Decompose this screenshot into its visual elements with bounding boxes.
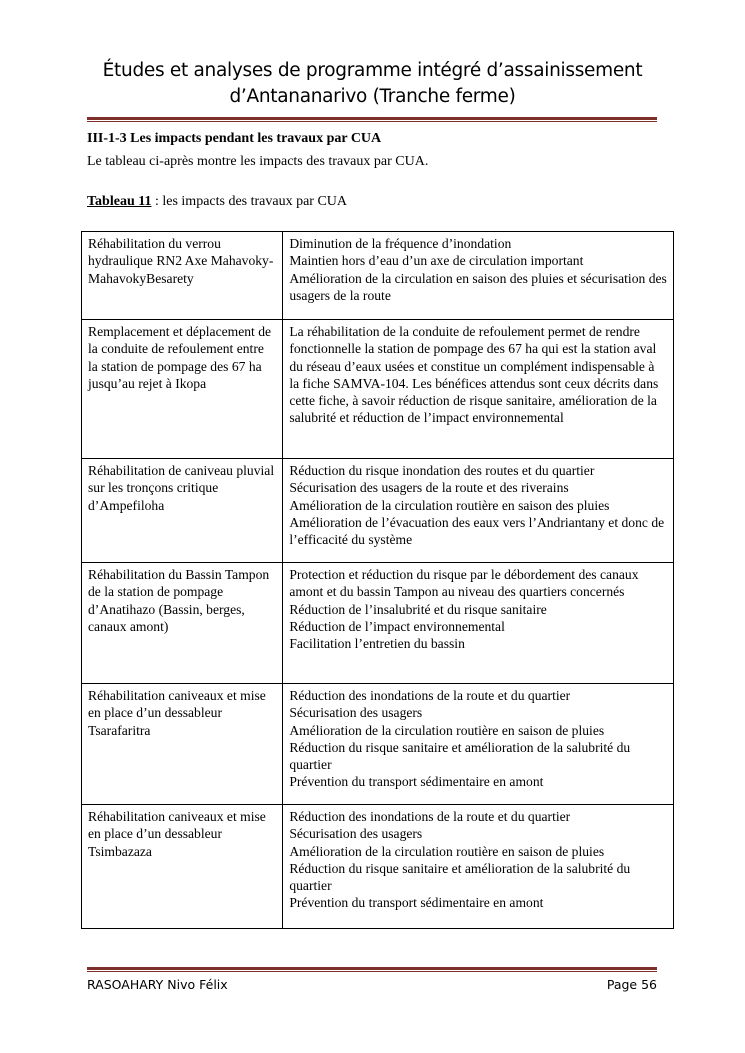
table-caption: [87, 194, 347, 210]
table-row: [82, 232, 674, 320]
impact-line: Réduction de l’impact environnemental: [289, 618, 505, 634]
impact-line: Réduction de l’insalubrité et du risque sanitaire: [289, 601, 547, 617]
impacts-cell: [283, 459, 674, 563]
header-rule: [87, 117, 657, 122]
impact-line: Sécurisation des usagers: [289, 705, 423, 721]
page-header: [80, 58, 665, 110]
work-cell: Réhabilitation caniveaux et mise en place d’un dessableur Tsimbazaza: [82, 805, 283, 929]
impact-line: Amélioration de la circulation routière en saison des pluies: [289, 497, 610, 513]
page-number: Page 56: [606, 977, 657, 992]
impact-line: Prévention du transport sédimentaire en amont: [289, 895, 544, 911]
impact-line: Réduction du risque sanitaire et amélioration de la salubrité du quartier: [289, 860, 631, 894]
table-row: [82, 684, 674, 805]
impact-line: Réduction des inondations de la route et du quartier: [289, 688, 571, 703]
impact-line: Diminution de la fréquence d’inondation: [289, 236, 512, 251]
table-row: [82, 459, 674, 563]
caption-label: Tableau 11: [87, 194, 152, 209]
table-row: [82, 805, 674, 929]
impact-line: Sécurisation des usagers de la route et des riverains: [289, 480, 569, 496]
intro-paragraph: Le tableau ci-après montre les impacts des travaux par CUA.: [87, 154, 429, 169]
table-row: [82, 320, 674, 459]
impacts-cell: [283, 320, 674, 459]
impact-line: Maintien hors d’eau d’un axe de circulation important: [289, 253, 584, 269]
work-cell: Remplacement et déplacement de la conduite de refoulement entre la station de pompage des 67 ha jusqu’au rejet à Ikopa: [82, 320, 283, 459]
impacts-cell: [283, 805, 674, 929]
work-cell: Réhabilitation du verrou hydraulique RN2 Axe Mahavoky-MahavokyBesarety: [82, 232, 283, 320]
table-row: [82, 563, 674, 684]
impacts-cell: [283, 232, 674, 320]
impact-line: Amélioration de l’évacuation des eaux vers l’Andriantany et donc de l’efficacité du système: [289, 514, 665, 548]
work-cell: Réhabilitation du Bassin Tampon de la station de pompage d’Anatihazo (Bassin, berges, canaux amont): [82, 563, 283, 684]
impact-line: Prévention du transport sédimentaire en amont: [289, 774, 544, 790]
footer-rule: [87, 967, 657, 972]
work-cell: Réhabilitation de caniveau pluvial sur les tronçons critique d’Ampefiloha: [82, 459, 283, 563]
impact-line: Sécurisation des usagers: [289, 826, 423, 842]
footer-author: RASOAHARY Nivo Félix: [87, 977, 228, 992]
header-title-line1: Études et analyses de programme intégré d’assainissement: [102, 60, 643, 81]
impact-line: Amélioration de la circulation routière en saison de pluies: [289, 722, 605, 738]
impact-line: Facilitation l’entretien du bassin: [289, 636, 465, 652]
caption-text: : les impacts des travaux par CUA: [151, 194, 348, 209]
impact-line: Amélioration de la circulation en saison des pluies et sécurisation des usagers de la route: [289, 270, 667, 303]
impacts-cell: [283, 684, 674, 805]
header-title-line2: d’Antananarivo (Tranche ferme): [229, 86, 516, 107]
impacts-cell: [283, 563, 674, 684]
impact-line: Réduction des inondations de la route et du quartier: [289, 809, 571, 824]
section-title: III-1-3 Les impacts pendant les travaux par CUA: [87, 131, 382, 146]
impact-line: Réduction du risque sanitaire et amélioration de la salubrité du quartier: [289, 739, 631, 773]
work-cell: Réhabilitation caniveaux et mise en place d’un dessableur Tsarafaritra: [82, 684, 283, 805]
impact-line: Amélioration de la circulation routière en saison de pluies: [289, 843, 605, 859]
impacts-table: [81, 231, 674, 929]
impact-line: La réhabilitation de la conduite de refoulement permet de rendre fonctionnelle la station de pompage des 67 ha qui est la station aval du réseau d’eaux usées et constitue un complément indispensable à la fiche SAMVA-104. Les bénéfices attendus sont ceux décrits dans cette fiche, à savoir réduction de risque sanitaire, amélioration de la salubrité et réduction de l’impact environnemental: [289, 324, 659, 426]
impact-line: Réduction du risque inondation des routes et du quartier: [289, 463, 595, 478]
impact-line: Protection et réduction du risque par le débordement des canaux amont et du bassin Tampon au niveau des quartiers concernés: [289, 567, 639, 600]
